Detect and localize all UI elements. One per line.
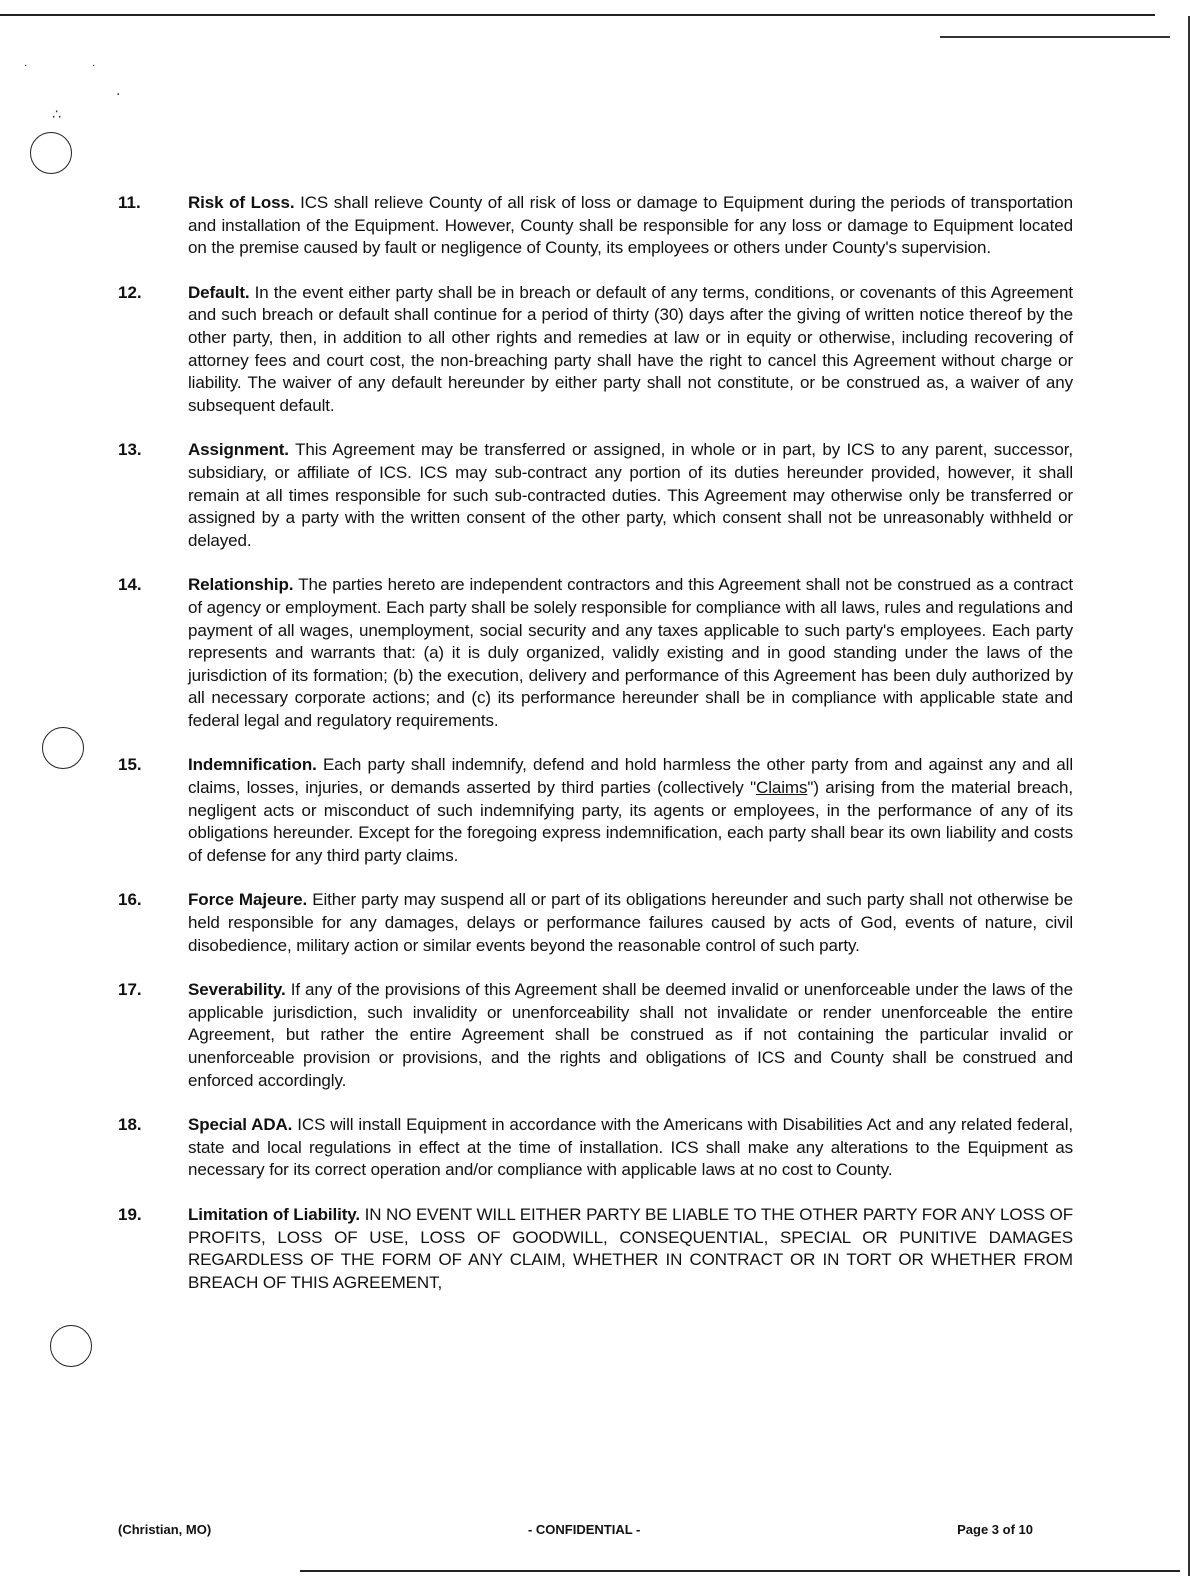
punch-hole-middle (42, 727, 84, 769)
clause-body (188, 1114, 1073, 1182)
top-scan-edge-line (0, 14, 1155, 16)
clause-text: In the event either party shall be in breach or default of any terms, conditions, or covenants of this Agreement and such breach or default shall continue for a period of thirty (30) days after the giving of written notice thereof by the other party, then, in addition to all other rights and remedies at law or in equity or otherwise, including recovering of attorney fees and court cost, the non-breaching party shall have the right to cancel this Agreement without charge or liability. The waiver of any default hereunder by either party shall not constitute, or be construed as, a waiver of any subsequent default. (188, 282, 1074, 415)
clause (118, 889, 1073, 957)
scan-speck: ∴ (52, 106, 61, 122)
punch-hole-bottom (50, 1325, 92, 1367)
clause-heading: Severability. (188, 980, 286, 1000)
clause (118, 439, 1073, 552)
page-footer (118, 1522, 1033, 1537)
clause-number: 14. (118, 575, 142, 595)
clause-number: 12. (118, 282, 142, 302)
footer-confidential: - CONFIDENTIAL - (527, 1522, 641, 1537)
clause-body (188, 439, 1073, 552)
footer-page-number: Page 3 of 10 (957, 1522, 1033, 1537)
clause (118, 574, 1073, 732)
bottom-scan-edge-line (300, 1570, 1180, 1572)
clause-heading: Risk of Loss. (188, 193, 295, 212)
clause-body (188, 574, 1073, 732)
clause-number: 17. (118, 980, 142, 1000)
clause (118, 754, 1073, 867)
clause-text: This Agreement may be transferred or assigned, in whole or in part, by ICS to any parent, successor, subsidiary, or affiliate of ICS. ICS may sub-contract any portion of its duties hereunder provided, however, it shall remain at all times responsible for such sub-contracted duties. This Agreement may otherwise only be transferred or assigned by a party with the written consent of the other party, which consent shall not be unreasonably withheld or delayed. (188, 440, 1074, 550)
clause-list (118, 192, 1073, 1316)
clause-heading: Indemnification. (188, 755, 317, 775)
clause-text: ICS shall relieve County of all risk of loss or damage to Equipment during the periods of transportation and installation of the Equipment. However, County shall be responsible for any loss or damage to Equipment located on the premise caused by fault or negligence of County, its employees or others under County's supervision. (188, 193, 1073, 258)
scan-speck: ˙ (24, 62, 29, 78)
right-scan-edge-line (1188, 16, 1190, 1576)
punch-hole-top (30, 132, 72, 174)
clause-heading: Default. (188, 282, 250, 302)
clause-number: 18. (118, 1115, 142, 1135)
clause-body (188, 1204, 1073, 1294)
scan-speck: ⋅ (116, 86, 121, 102)
clause-heading: Relationship. (188, 575, 294, 595)
defined-term: Claims (756, 778, 808, 798)
clause-number: 19. (118, 1204, 142, 1224)
clause-text: The parties hereto are independent contractors and this Agreement shall not be construed as a contract of agency or employment. Each party shall be solely responsible for compliance with all laws, rules and regulations and payment of all wages, unemployment, social security and any taxes applicable to such party's employees. Each party represents and warrants that: (a) it is duly organized, validly existing and in good standing under the laws of the jurisdiction of its formation; (b) the execution, delivery and performance of this Agreement has been duly authorized by all necessary corporate actions; and (c) its performance hereunder shall be in compliance with applicable state and federal legal and regulatory requirements. (188, 575, 1073, 730)
clause-text: IN NO EVENT WILL EITHER PARTY BE LIABLE TO THE OTHER PARTY FOR ANY LOSS OF PROFITS, LOSS OF USE, LOSS OF GOODWILL, CONSEQUENTIAL, SPECIAL OR PUNITIVE DAMAGES REGARDLESS OF THE FORM OF ANY CLAIM, WHETHER IN CONTRACT OR IN TORT OR WHETHER FROM BREACH OF THIS AGREEMENT, (188, 1204, 1074, 1292)
clause-number: 16. (118, 890, 142, 910)
clause-body (188, 192, 1073, 260)
clause-body (188, 979, 1073, 1092)
clause-heading: Special ADA. (188, 1115, 293, 1135)
clause-body (188, 889, 1073, 957)
clause-body (188, 754, 1073, 867)
clause (118, 979, 1073, 1092)
scan-speck: ˙ (92, 62, 97, 78)
clause-number: 11. (118, 193, 141, 212)
footer-location: (Christian, MO) (118, 1522, 212, 1537)
header-rule (940, 36, 1170, 38)
clause-text: Either party may suspend all or part of its obligations hereunder and such party shall not otherwise be held responsible for any damages, delays or performance failures caused by acts of God, events of nature, civil disobedience, military action or similar events beyond the reasonable control of such party. (188, 890, 1073, 955)
clause-number: 15. (118, 755, 142, 775)
clause (118, 282, 1073, 418)
clause-heading: Assignment. (188, 440, 289, 460)
clause-heading: Force Majeure. (188, 890, 308, 910)
clause-text: Each party shall indemnify, defend and hold harmless the other party from and against any and all claims, losses, injuries, or demands asserted by third parties (collectively " (188, 755, 1073, 798)
clause (118, 1204, 1073, 1294)
clause-body (188, 282, 1073, 418)
clause-number: 13. (118, 440, 142, 460)
clause-text: ICS will install Equipment in accordance with the Americans with Disabilities Act and any related federal, state and local regulations in effect at the time of installation. ICS shall make any alterations to the Equipment as necessary for its correct operation and/or compliance with applicable laws at no cost to County. (188, 1115, 1073, 1180)
clause-heading: Limitation of Liability. (188, 1204, 360, 1224)
clause (118, 192, 1073, 260)
clause-text: If any of the provisions of this Agreement shall be deemed invalid or unenforceable under the laws of the applicable jurisdiction, such invalidity or unenforceability shall not invalidate or render unenforceable the entire Agreement, but rather the entire Agreement shall be construed as if not containing the particular invalid or unenforceable provision or provisions, and the rights and obligations of ICS and County shall be construed and enforced accordingly. (188, 980, 1073, 1090)
clause-text: ") arising from the material breach, negligent acts or misconduct of such indemnifying party, its agents or employees, in the performance of any of its obligations hereunder. Except for the foregoing express indemnification, each party shall bear its own liability and costs of defense for any third party claims. (188, 778, 1073, 865)
clause (118, 1114, 1073, 1182)
